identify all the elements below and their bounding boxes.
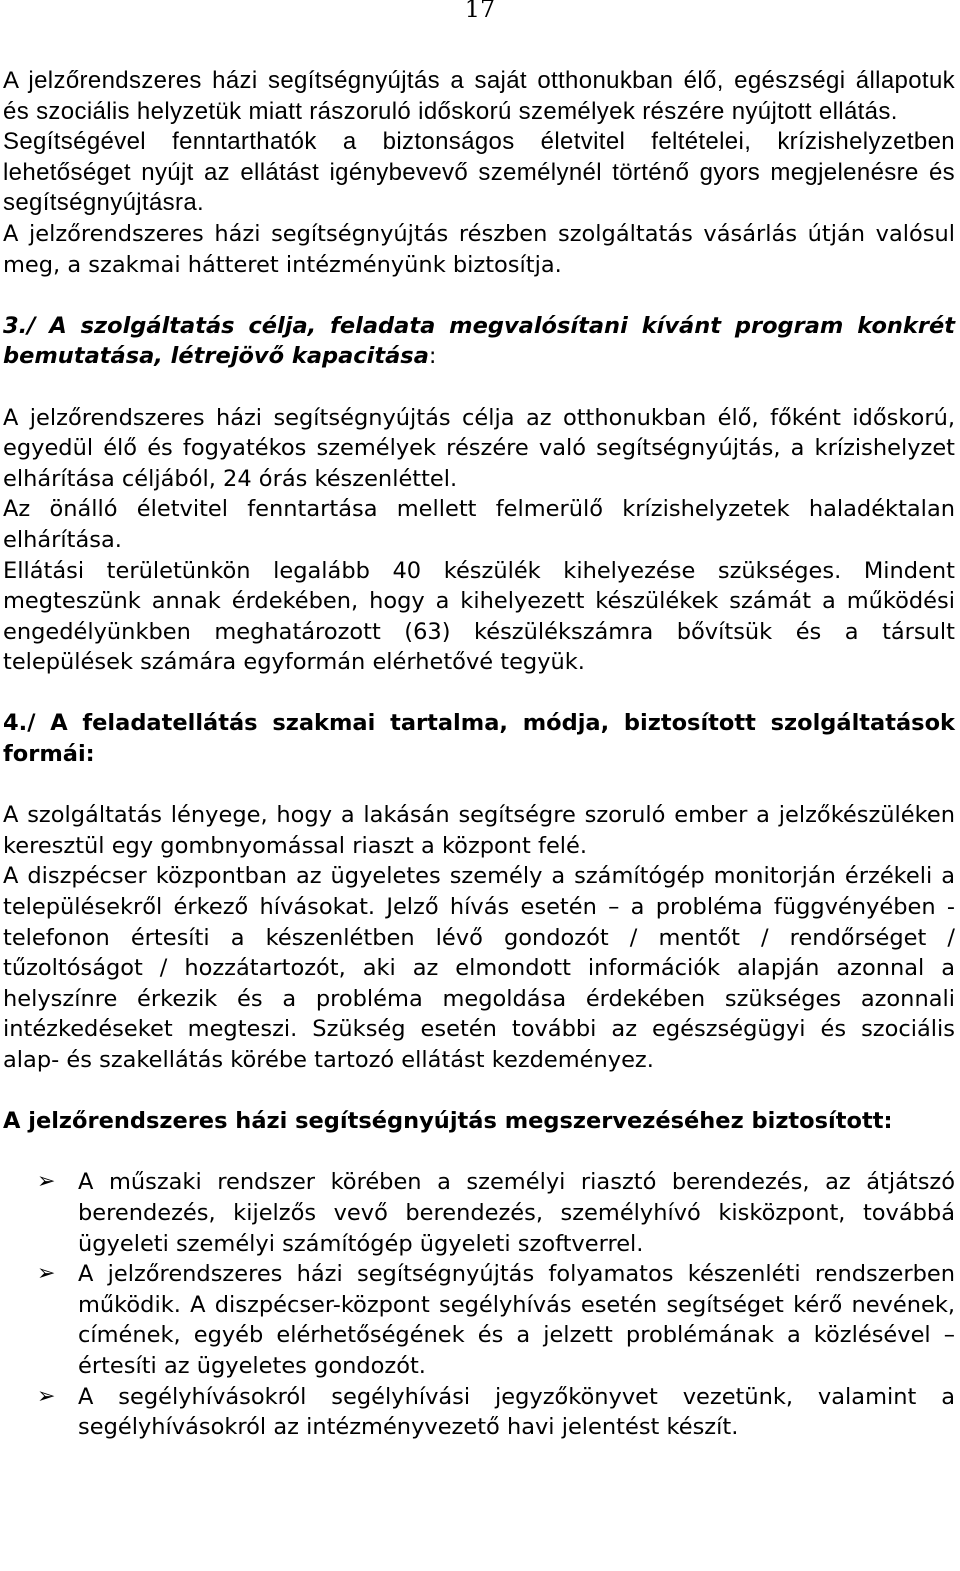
list-item-text: A műszaki rendszer körében a személyi riasztó berendezés, az átjátszó berendezés, kijelzős vevő berendezés, személyhívó kisközpont, továbbá ügyeleti személyi számítógép ügyeleti szoftverrel. xyxy=(78,1169,955,1257)
section-3-heading-text: 3./ A szolgáltatás célja, feladata megvalósítani kívánt program konkrét bemutatása, létrejövő kapacitása xyxy=(3,312,955,370)
page-number: 17 xyxy=(464,0,496,23)
arrow-bullet-icon: ➢ xyxy=(37,1261,56,1287)
section-4-paragraph-1: A szolgáltatás lényege, hogy a lakásán segítségre szoruló ember a jelzőkészüléken keresztül egy gombnyomással riaszt a központ felé. xyxy=(3,802,955,859)
arrow-bullet-icon: ➢ xyxy=(37,1169,56,1195)
spacer xyxy=(3,678,955,709)
list-item-text: A segélyhívásokról segélyhívási jegyzőkönyvet vezetünk, valamint a segélyhívásokról az intézményvezető havi jelentést készít. xyxy=(78,1383,955,1441)
list-item-text: A jelzőrendszeres házi segítségnyújtás folyamatos készenléti rendszerben működik. A diszpécser-központ segélyhívás esetén segítséget kérő nevének, címének, egyéb elérhetőségének és a jelzett problémának a közlésével – értesíti az ügyeletes gondozót. xyxy=(78,1261,955,1379)
spacer xyxy=(3,1137,955,1168)
spacer xyxy=(3,280,955,311)
section-3-heading-colon: : xyxy=(428,343,437,370)
intro-paragraph-1: A jelzőrendszeres házi segítségnyújtás a saját otthonukban élő, egészségi állapotuk és szociális helyzetük miatt rászoruló időskorú személyek részére nyújtott ellátás. xyxy=(3,67,955,125)
list-item xyxy=(3,1167,955,1259)
section-3-heading xyxy=(3,311,955,372)
spacer xyxy=(3,770,955,801)
provided-heading: A jelzőrendszeres házi segítségnyújtás megszervezéséhez biztosított: xyxy=(3,1108,893,1135)
intro-paragraph-3: A jelzőrendszeres házi segítségnyújtás részben szolgáltatás vásárlás útján valósul meg, a szakmai hátteret intézményünk biztosítja. xyxy=(3,220,955,278)
section-3-paragraph-3: Ellátási területünkön legalább 40 készülék kihelyezése szükséges. Mindent megteszünk annak érdekében, hogy a kihelyezett készülékek számát a működési engedélyünkben meghatározott (63) készülékszámra bővítsük és a társult települések számára egyformán elérhetővé tegyük. xyxy=(3,557,955,676)
section-3-paragraph-2: Az önálló életvitel fenntartása mellett felmerülő krízishelyzetek haladéktalan elhárítása. xyxy=(3,496,955,553)
spacer xyxy=(3,372,955,403)
list-item xyxy=(3,1259,955,1381)
section-4-heading: 4./ A feladatellátás szakmai tartalma, módja, biztosított szolgáltatások formái: xyxy=(3,710,955,768)
spacer xyxy=(3,1076,955,1107)
section-3-paragraph-1: A jelzőrendszeres házi segítségnyújtás célja az otthonukban élő, főként időskorú, egyedül élő és fogyatékos személyek részére való segítségnyújtás, a krízishelyzet elhárítása céljából, 24 órás készenléttel. xyxy=(3,404,955,492)
arrow-bullet-icon: ➢ xyxy=(37,1383,56,1409)
intro-paragraph-2: Segítségével fenntarthatók a biztonságos életvitel feltételei, krízishelyzetben lehetőséget nyújt az ellátást igénybevevő személynél történő gyors megjelenésre és segítségnyújtásra. xyxy=(3,128,955,217)
section-4-paragraph-2: A diszpécser központban az ügyeletes személy a számítógép monitorján érzékeli a településekről érkező hívásokat. Jelző hívás esetén – a probléma függvényében - telefonon értesíti a készenlétben lévő gondozót / mentőt / rendőrséget / tűzoltóságot / hozzátartozót, aki az elmondott információk alapján azonnal a helyszínre érkezik és a probléma megoldása érdekében szükséges azonnali intézkedéseket megteszi. Szükség esetén további az egészségügyi és szociális alap- és szakellátás körébe tartozó ellátást kezdeményez. xyxy=(3,863,955,1073)
provided-list xyxy=(3,1167,955,1442)
page-content xyxy=(3,66,955,1443)
list-item xyxy=(3,1382,955,1443)
